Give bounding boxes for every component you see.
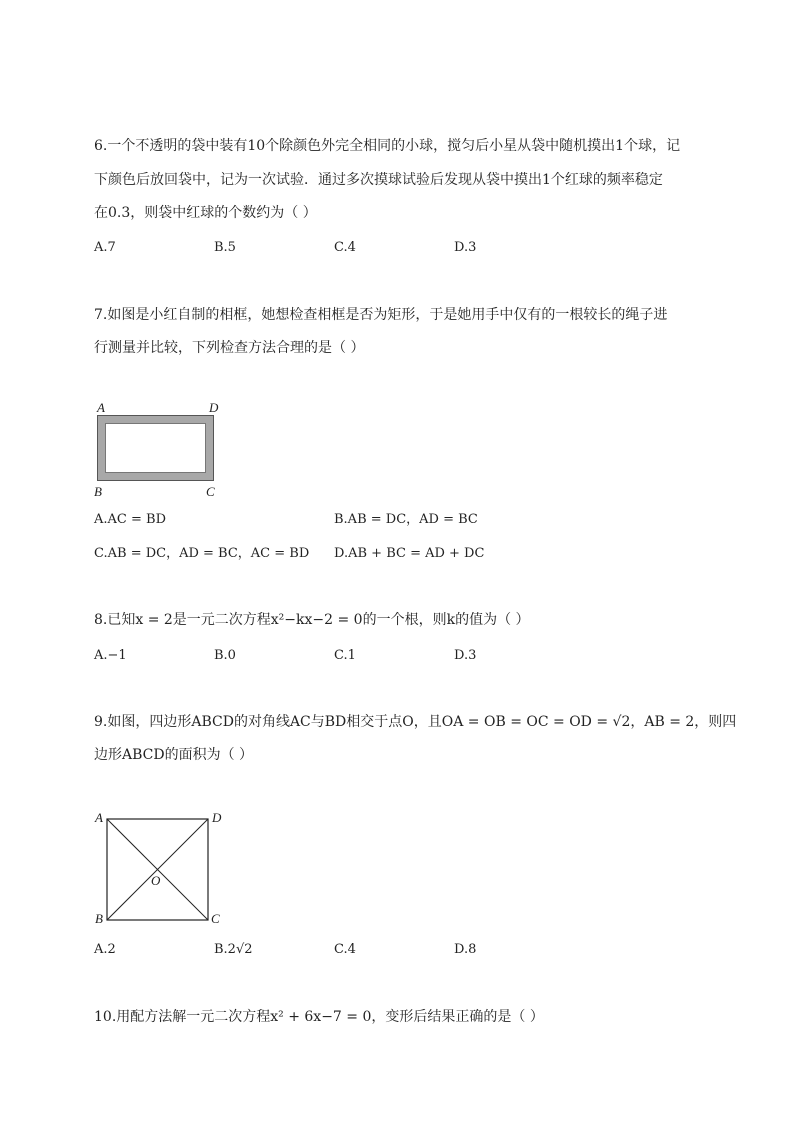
q9-option-c[interactable]: C.4: [334, 942, 356, 957]
q7-text-line-2: 行测量并比较，下列检查方法合理的是（ ）: [94, 340, 365, 356]
q8-option-a[interactable]: A.−1: [94, 648, 127, 663]
q6-option-c[interactable]: C.4: [334, 240, 356, 255]
q6-option-b[interactable]: B.5: [214, 240, 236, 255]
q6-option-a[interactable]: A.7: [94, 240, 116, 255]
photo-frame-outer: [97, 415, 214, 481]
q7-option-b[interactable]: B.AB = DC，AD = BC: [334, 512, 478, 527]
q9-option-b[interactable]: B.2√2: [214, 942, 253, 957]
q7-label-d: D: [209, 400, 219, 415]
q8-option-d[interactable]: D.3: [454, 648, 477, 663]
q7-text-line-1: 7.如图是小红自制的相框，她想检查相框是否为矩形，于是她用手中仅有的一根较长的绳子进: [94, 307, 668, 323]
q9-label-b: B: [95, 911, 103, 926]
q7-option-c[interactable]: C.AB = DC，AD = BC，AC = BD: [94, 546, 310, 561]
q9-label-a: A: [95, 810, 103, 825]
q6-text-line-3: 在0.3，则袋中红球的个数约为（ ）: [94, 205, 317, 221]
q9-text-line-1: 9.如图，四边形ABCD的对角线AC与BD相交于点O，且OA = OB = OC = OD = √2，AB = 2，则四: [94, 714, 737, 730]
q7-label-a: A: [97, 400, 105, 415]
q7-option-a[interactable]: A.AC = BD: [94, 512, 166, 527]
q9-text-line-2: 边形ABCD的面积为（ ）: [94, 747, 254, 763]
q7-label-c: C: [206, 484, 215, 499]
q9-label-o: O: [151, 873, 161, 888]
q7-option-d[interactable]: D.AB + BC = AD + DC: [334, 546, 485, 561]
q9-option-d[interactable]: D.8: [454, 942, 477, 957]
q9-option-a[interactable]: A.2: [94, 942, 116, 957]
q10-text-line-1: 10.用配方法解一元二次方程x² + 6x−7 = 0，变形后结果正确的是（ ）: [94, 1009, 544, 1025]
photo-frame-inner: [105, 423, 206, 473]
q9-label-d: D: [212, 810, 222, 825]
q6-text-line-2: 下颜色后放回袋中，记为一次试验．通过多次摸球试验后发现从袋中摸出1个红球的频率稳定: [94, 172, 663, 188]
q6-text-line-1: 6.一个不透明的袋中装有10个除颜色外完全相同的小球，搅匀后小星从袋中随机摸出1个球，记: [94, 138, 681, 154]
q6-option-d[interactable]: D.3: [454, 240, 477, 255]
q8-text-line-1: 8.已知x = 2是一元二次方程x²−kx−2 = 0的一个根，则k的值为（ ）: [94, 612, 530, 628]
q8-option-b[interactable]: B.0: [214, 648, 236, 663]
q7-label-b: B: [94, 484, 102, 499]
q8-option-c[interactable]: C.1: [334, 648, 356, 663]
q9-label-c: C: [211, 911, 220, 926]
